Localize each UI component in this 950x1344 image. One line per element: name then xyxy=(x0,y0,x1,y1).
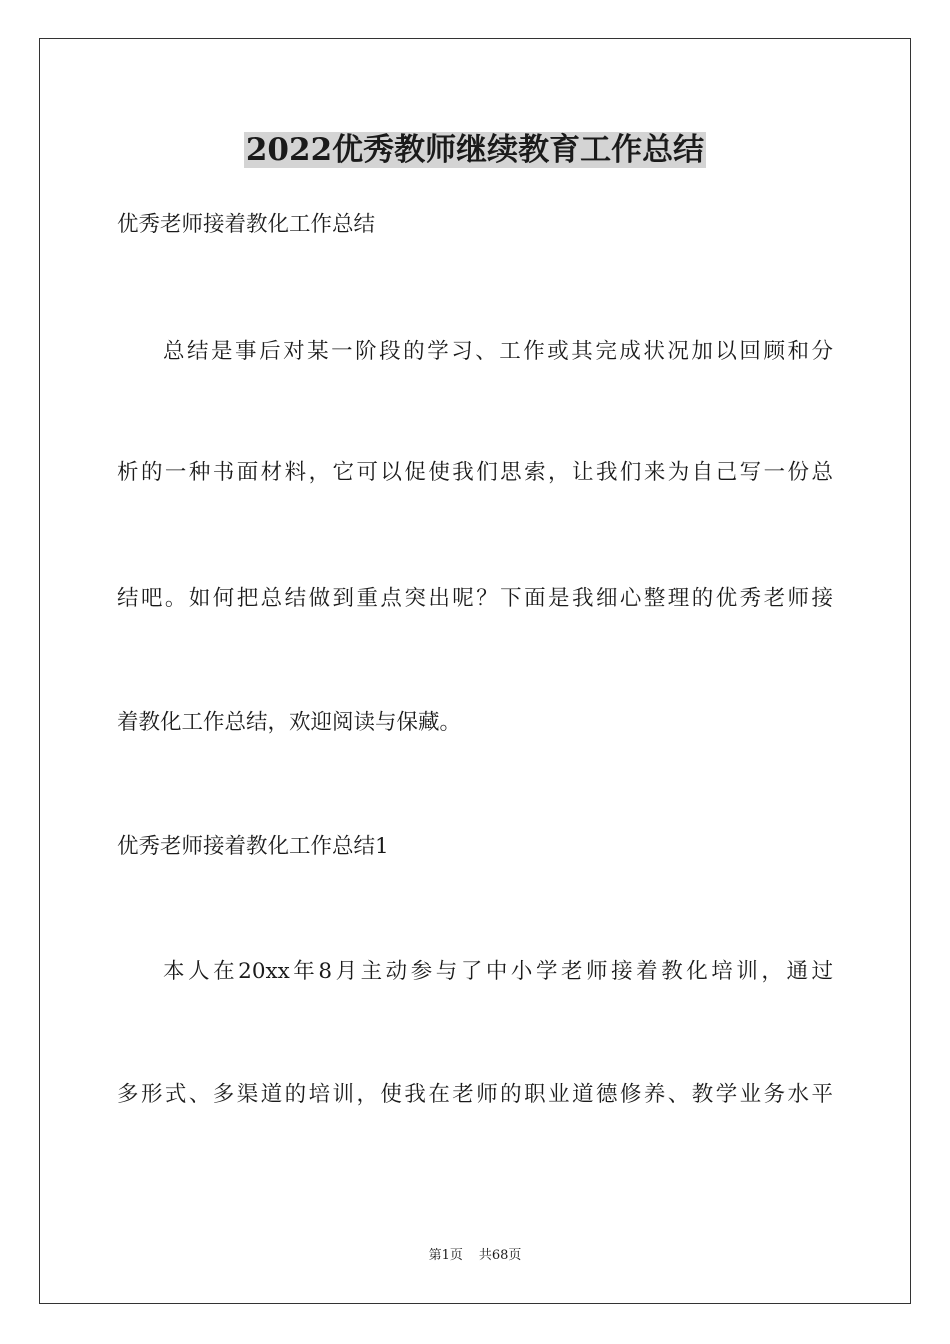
paragraph-line: 结吧。如何把总结做到重点突出呢？下面是我细心整理的优秀老师接 xyxy=(117,586,833,611)
document-title xyxy=(0,128,950,172)
page-total: 共68页 xyxy=(478,1248,522,1263)
document-title-text: 2022优秀教师继续教育工作总结 xyxy=(245,132,705,168)
paragraph-line: 本人在20xx年8月主动参与了中小学老师接着教化培训，通过 xyxy=(163,959,833,984)
paragraph-line: 多形式、多渠道的培训，使我在老师的职业道德修养、教学业务水平 xyxy=(117,1082,833,1107)
paragraph-line: 着教化工作总结，欢迎阅读与保藏。 xyxy=(117,710,462,735)
page-number: 第1页 xyxy=(428,1248,463,1263)
section-heading: 优秀老师接着教化工作总结1 xyxy=(117,834,389,859)
page-footer xyxy=(0,1246,950,1266)
paragraph-line: 总结是事后对某一阶段的学习、工作或其完成状况加以回顾和分 xyxy=(163,339,833,364)
paragraph-line: 析的一种书面材料，它可以促使我们思索，让我们来为自己写一份总 xyxy=(117,460,833,485)
section-heading: 优秀老师接着教化工作总结 xyxy=(117,212,376,237)
